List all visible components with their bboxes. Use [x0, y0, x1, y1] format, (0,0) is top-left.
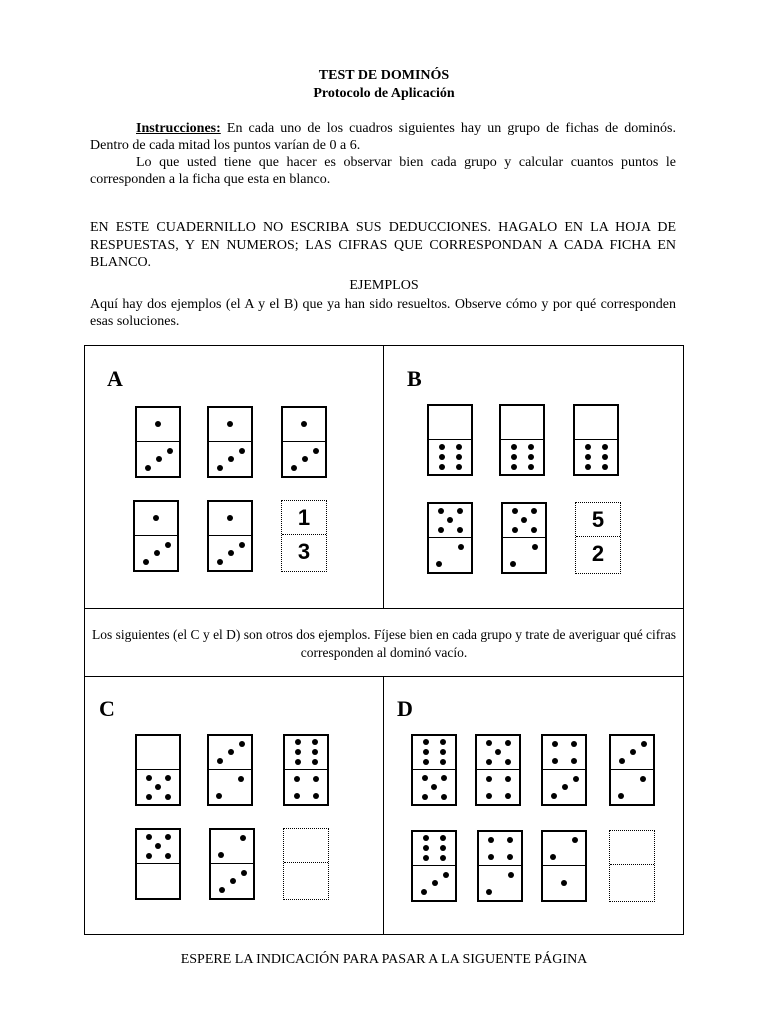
domino-answer-bottom: 3	[297, 539, 311, 564]
domino-pip	[456, 444, 462, 450]
domino-pip	[239, 542, 245, 548]
domino-pip	[423, 855, 429, 861]
panel-d-domino	[475, 734, 521, 806]
domino-bottom-half	[209, 771, 251, 804]
domino-top-half	[283, 408, 325, 441]
instructions-text: En cada uno de los cuadros siguientes hay un grupo de fichas de dominós. Dentro de cada mitad los puntos varían de 0 a 6.	[90, 121, 676, 153]
domino-pip	[630, 749, 636, 755]
domino-bottom-half	[429, 441, 471, 474]
domino-bottom-half	[209, 443, 251, 476]
domino-pip	[585, 464, 591, 470]
domino-pip	[495, 749, 501, 755]
domino-top-half	[209, 502, 251, 535]
domino-pip	[439, 444, 445, 450]
domino-pip	[436, 561, 442, 567]
domino-pip	[143, 559, 149, 565]
page-title: TEST DE DOMINÓS	[318, 68, 450, 83]
domino-top-half	[479, 832, 521, 865]
domino-pip	[505, 740, 511, 746]
domino-pip	[239, 448, 245, 454]
panel-c-blank-domino	[283, 828, 329, 900]
domino-pip	[240, 835, 246, 841]
domino-separator	[610, 864, 654, 865]
domino-pip	[228, 749, 234, 755]
domino-pip	[511, 454, 517, 460]
domino-pip	[486, 793, 492, 799]
domino-pip	[511, 444, 517, 450]
domino-pip	[551, 793, 557, 799]
domino-bottom-half	[611, 771, 653, 804]
domino-pip	[217, 465, 223, 471]
domino-pip	[457, 508, 463, 514]
domino-bottom-half	[543, 771, 585, 804]
domino-top-half	[413, 736, 455, 769]
panel-b-letter: B	[407, 366, 422, 391]
domino-pip	[441, 775, 447, 781]
panel-c-letter: C	[99, 696, 115, 721]
domino-separator	[283, 441, 325, 442]
domino-separator	[479, 865, 521, 866]
domino-pip	[571, 758, 577, 764]
domino-top-half	[503, 504, 545, 537]
domino-bottom-half	[413, 867, 455, 900]
domino-answer-bottom: 2	[591, 541, 605, 566]
domino-pip	[618, 793, 624, 799]
panel-c-domino	[135, 734, 181, 806]
domino-pip	[528, 444, 534, 450]
domino-pip	[508, 872, 514, 878]
domino-pip	[507, 854, 513, 860]
domino-pip	[313, 793, 319, 799]
domino-pip	[511, 464, 517, 470]
domino-pip	[153, 515, 159, 521]
domino-top-half	[501, 406, 543, 439]
domino-separator	[503, 537, 545, 538]
domino-pip	[312, 759, 318, 765]
domino-pip	[486, 889, 492, 895]
panel-b-blank-domino	[575, 502, 621, 574]
panel-a-domino	[281, 406, 327, 478]
domino-pip	[486, 740, 492, 746]
domino-pip	[423, 845, 429, 851]
domino-pip	[585, 454, 591, 460]
examples-grid	[84, 345, 684, 935]
domino-pip	[507, 837, 513, 843]
panel-b-domino	[427, 502, 473, 574]
domino-pip	[550, 854, 556, 860]
domino-pip	[431, 784, 437, 790]
domino-pip	[488, 837, 494, 843]
domino-separator	[575, 439, 617, 440]
domino-separator	[477, 769, 519, 770]
domino-pip	[512, 508, 518, 514]
domino-top-half	[429, 504, 471, 537]
domino-bottom-half	[137, 771, 179, 804]
domino-pip	[440, 759, 446, 765]
domino-separator	[137, 863, 179, 864]
domino-top-half	[137, 408, 179, 441]
domino-pip	[155, 843, 161, 849]
domino-pip	[585, 444, 591, 450]
panel-c-domino	[283, 734, 329, 806]
domino-pip	[552, 741, 558, 747]
panel-a-domino	[133, 500, 179, 572]
domino-pip	[619, 758, 625, 764]
domino-pip	[528, 454, 534, 460]
domino-pip	[456, 464, 462, 470]
domino-bottom-half	[137, 443, 179, 476]
panel-a-domino	[207, 406, 253, 478]
panel-d-domino	[541, 734, 587, 806]
domino-pip	[440, 845, 446, 851]
domino-pip	[313, 448, 319, 454]
domino-top-half	[211, 830, 253, 863]
domino-separator	[135, 535, 177, 536]
domino-pip	[443, 872, 449, 878]
domino-pip	[219, 887, 225, 893]
domino-pip	[294, 793, 300, 799]
domino-separator	[284, 862, 328, 863]
domino-separator	[209, 441, 251, 442]
domino-pip	[572, 837, 578, 843]
domino-bottom-half	[503, 539, 545, 572]
domino-answer-top: 5	[591, 507, 605, 532]
domino-pip	[488, 854, 494, 860]
domino-pip	[422, 794, 428, 800]
grid-divider-vertical-bottom	[383, 676, 384, 934]
domino-pip	[438, 508, 444, 514]
domino-top-half	[209, 736, 251, 769]
domino-pip	[294, 776, 300, 782]
domino-pip	[439, 464, 445, 470]
domino-bottom-half	[543, 867, 585, 900]
domino-pip	[510, 561, 516, 567]
domino-pip	[512, 527, 518, 533]
domino-pip	[456, 454, 462, 460]
domino-bottom-half	[211, 865, 253, 898]
panel-a-domino	[207, 500, 253, 572]
domino-separator	[429, 537, 471, 538]
domino-pip	[423, 739, 429, 745]
domino-pip	[562, 784, 568, 790]
panel-a-domino	[135, 406, 181, 478]
instructions-paragraph-2: Lo que usted tiene que hacer es observar bien cada grupo y calcular cuantos puntos le corresponden a la ficha que esta en blanco.	[90, 155, 676, 187]
domino-separator	[209, 769, 251, 770]
domino-pip	[602, 444, 608, 450]
domino-top-half	[575, 406, 617, 439]
domino-pip	[521, 517, 527, 523]
domino-pip	[440, 739, 446, 745]
domino-top-half	[135, 502, 177, 535]
footer-text: ESPERE LA INDICACIÓN PARA PASAR A LA SIGUENTE PÁGINA	[180, 952, 588, 967]
domino-top-half	[285, 736, 327, 769]
domino-separator	[429, 439, 471, 440]
domino-pip	[440, 855, 446, 861]
domino-pip	[423, 749, 429, 755]
domino-top-half	[413, 832, 455, 865]
domino-bottom-half	[575, 441, 617, 474]
domino-top-half	[137, 830, 179, 863]
panel-d-domino	[477, 830, 523, 902]
panel-c-domino	[207, 734, 253, 806]
domino-pip	[313, 776, 319, 782]
domino-pip	[505, 759, 511, 765]
panel-b-domino	[573, 404, 619, 476]
domino-answer-top: 1	[297, 505, 311, 530]
domino-pip	[165, 834, 171, 840]
domino-pip	[228, 456, 234, 462]
domino-pip	[165, 775, 171, 781]
domino-pip	[155, 421, 161, 427]
domino-pip	[531, 527, 537, 533]
domino-pip	[295, 739, 301, 745]
grid-divider-bottom	[85, 676, 683, 677]
domino-pip	[216, 793, 222, 799]
domino-pip	[146, 834, 152, 840]
domino-pip	[154, 550, 160, 556]
domino-pip	[432, 880, 438, 886]
domino-pip	[602, 454, 608, 460]
domino-separator	[137, 769, 179, 770]
panel-b-domino	[501, 502, 547, 574]
panel-d-domino	[411, 830, 457, 902]
panel-d-domino	[411, 734, 457, 806]
domino-pip	[486, 776, 492, 782]
domino-pip	[422, 775, 428, 781]
panel-a-letter: A	[107, 366, 123, 391]
domino-pip	[217, 758, 223, 764]
domino-pip	[241, 870, 247, 876]
domino-pip	[640, 776, 646, 782]
domino-top-half	[543, 736, 585, 769]
examples-text: Aquí hay dos ejemplos (el A y el B) que ya han sido resueltos. Observe cómo y por qué corresponden esas soluciones.	[90, 297, 676, 329]
middle-text: Los siguientes (el C y el D) son otros dos ejemplos. Fíjese bien en cada grupo y trate de averiguar qué cifras corresponden al dominó vacío.	[91, 627, 677, 660]
grid-divider-top	[85, 608, 683, 609]
domino-separator	[285, 769, 327, 770]
domino-pip	[561, 880, 567, 886]
domino-separator	[501, 439, 543, 440]
domino-pip	[146, 794, 152, 800]
domino-top-half	[137, 736, 179, 769]
domino-top-half	[429, 406, 471, 439]
domino-bottom-half	[413, 771, 455, 804]
domino-separator	[137, 441, 179, 442]
domino-pip	[505, 776, 511, 782]
domino-bottom-half	[135, 537, 177, 570]
domino-pip	[238, 776, 244, 782]
domino-pip	[167, 448, 173, 454]
domino-pip	[486, 759, 492, 765]
domino-pip	[505, 793, 511, 799]
domino-pip	[301, 421, 307, 427]
domino-pip	[458, 544, 464, 550]
panel-c-domino	[209, 828, 255, 900]
domino-bottom-half	[479, 867, 521, 900]
warning-text: EN ESTE CUADERNILLO NO ESCRIBA SUS DEDUCCIONES. HAGALO EN LA HOJA DE RESPUESTAS, Y EN NUMEROS; LAS CIFRAS QUE CORRESPONDAN A CADA FICHA EN BLANCO.	[90, 220, 676, 270]
domino-pip	[602, 464, 608, 470]
domino-pip	[552, 758, 558, 764]
domino-bottom-half	[285, 771, 327, 804]
panel-b-domino	[427, 404, 473, 476]
domino-bottom-half	[501, 441, 543, 474]
page-subtitle: Protocolo de Aplicación	[313, 86, 455, 101]
domino-pip	[295, 759, 301, 765]
domino-pip	[423, 759, 429, 765]
domino-separator	[413, 865, 455, 866]
domino-bottom-half	[477, 771, 519, 804]
panel-c-domino	[135, 828, 181, 900]
domino-bottom-half	[429, 539, 471, 572]
domino-top-half	[543, 832, 585, 865]
domino-pip	[439, 454, 445, 460]
domino-pip	[457, 527, 463, 533]
domino-pip	[227, 515, 233, 521]
panel-a-blank-domino	[281, 500, 327, 572]
domino-separator	[543, 865, 585, 866]
domino-pip	[641, 741, 647, 747]
instructions-label: Instrucciones:	[136, 121, 221, 136]
domino-pip	[217, 559, 223, 565]
domino-pip	[573, 776, 579, 782]
panel-d-domino	[609, 734, 655, 806]
domino-pip	[230, 878, 236, 884]
domino-separator	[413, 769, 455, 770]
domino-pip	[438, 527, 444, 533]
domino-pip	[239, 741, 245, 747]
domino-pip	[146, 853, 152, 859]
domino-pip	[227, 421, 233, 427]
examples-heading: EJEMPLOS	[349, 278, 419, 293]
domino-pip	[440, 749, 446, 755]
domino-bottom-half	[137, 865, 179, 898]
domino-pip	[312, 739, 318, 745]
instructions-paragraph	[90, 120, 676, 154]
domino-pip	[165, 853, 171, 859]
domino-pip	[441, 794, 447, 800]
domino-pip	[155, 784, 161, 790]
domino-pip	[421, 889, 427, 895]
domino-separator	[209, 535, 251, 536]
domino-pip	[571, 741, 577, 747]
panel-d-blank-domino	[609, 830, 655, 902]
domino-pip	[423, 835, 429, 841]
domino-pip	[302, 456, 308, 462]
domino-pip	[156, 456, 162, 462]
domino-separator	[211, 863, 253, 864]
grid-divider-vertical-top	[383, 346, 384, 608]
panel-d-domino	[541, 830, 587, 902]
domino-top-half	[209, 408, 251, 441]
panel-b-domino	[499, 404, 545, 476]
domino-pip	[295, 749, 301, 755]
domino-separator	[611, 769, 653, 770]
domino-pip	[447, 517, 453, 523]
domino-bottom-half	[209, 537, 251, 570]
domino-top-half	[477, 736, 519, 769]
domino-separator	[543, 769, 585, 770]
domino-pip	[440, 835, 446, 841]
domino-pip	[291, 465, 297, 471]
domino-pip	[531, 508, 537, 514]
panel-d-letter: D	[397, 696, 413, 721]
domino-pip	[146, 775, 152, 781]
domino-pip	[165, 794, 171, 800]
domino-pip	[228, 550, 234, 556]
domino-bottom-half	[283, 443, 325, 476]
domino-pip	[145, 465, 151, 471]
domino-pip	[218, 852, 224, 858]
domino-pip	[528, 464, 534, 470]
domino-pip	[165, 542, 171, 548]
domino-top-half	[611, 736, 653, 769]
domino-pip	[532, 544, 538, 550]
domino-pip	[312, 749, 318, 755]
